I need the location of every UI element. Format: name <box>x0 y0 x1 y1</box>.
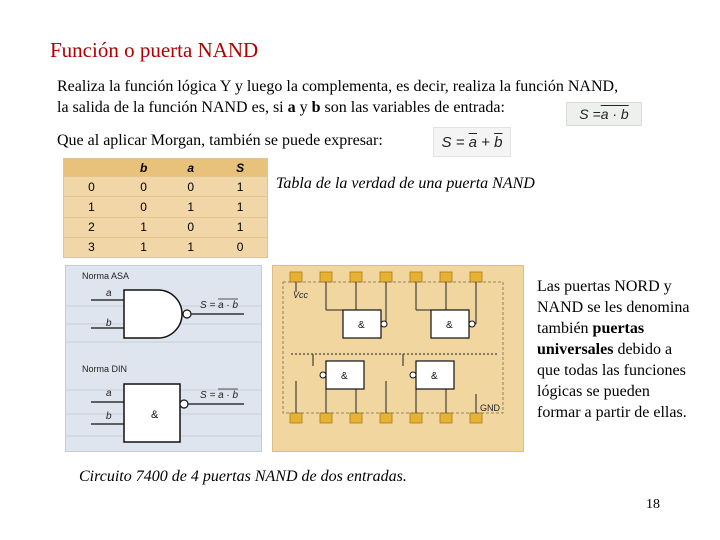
var-a: a <box>287 99 296 116</box>
truth-table <box>63 158 268 258</box>
chip-nand-gate-3 <box>320 361 364 389</box>
chip-outline <box>283 282 503 413</box>
chip-nand-gate-4 <box>410 361 454 389</box>
var-b: b <box>311 99 321 116</box>
circuit-caption: Circuito 7400 de 4 puertas NAND de dos entradas. <box>79 468 407 485</box>
table-row: 1 0 1 1 <box>64 197 267 217</box>
asa-input-a: a <box>106 288 112 299</box>
din-gate-symbol: & <box>151 409 159 421</box>
vcc-label: Vcc <box>293 290 309 300</box>
table-row: 3 1 1 0 <box>64 237 267 257</box>
chip-wiring <box>291 282 498 413</box>
nand-formula: S = a · b <box>566 102 642 126</box>
page-number: 18 <box>646 497 660 512</box>
header-index <box>64 159 119 177</box>
svg-text:&: & <box>431 371 438 382</box>
table-row: 2 1 0 1 <box>64 217 267 237</box>
truth-table-header <box>64 159 267 177</box>
gnd-label: GND <box>480 403 500 413</box>
intro-paragraph <box>57 76 618 118</box>
chip-bottom-pins <box>290 413 482 423</box>
universal-gates-text: Las puertas NORD y NAND se les denomina también puertas universales debido a que todas las funciones lógicas se pueden formar a partir de ellas. <box>537 278 690 421</box>
asa-nand-gate <box>91 290 244 338</box>
table-row: 0 0 0 1 <box>64 177 267 197</box>
header-b: b <box>119 159 168 177</box>
svg-text:&: & <box>446 320 453 331</box>
chip-top-pins <box>290 272 482 282</box>
asa-label: Norma ASA <box>82 271 130 281</box>
header-a: a <box>168 159 213 177</box>
morgan-text: Que al aplicar Morgan, también se puede expresar: <box>57 132 383 149</box>
asa-input-b: b <box>106 318 112 329</box>
din-output-formula: S = a · b <box>200 390 239 401</box>
din-input-a: a <box>106 388 112 399</box>
nand-symbols-panel <box>65 265 262 452</box>
chip-nand-gate-1 <box>343 310 387 338</box>
din-input-b: b <box>106 411 112 422</box>
chip-7400-diagram <box>273 266 523 451</box>
asa-output-formula: S = a · b <box>200 300 239 311</box>
intro-line-1: Realiza la función lógica Y y luego la complementa, es decir, realiza la función NAND, <box>57 78 619 95</box>
intro-line-2: la salida de la función NAND es, si a y b son las variables de entrada: <box>57 99 505 116</box>
morgan-formula: S = $\overline{a}$ + $\overline{b}$ <box>433 127 511 157</box>
svg-text:&: & <box>358 320 365 331</box>
truth-table-caption: Tabla de la verdad de una puerta NAND <box>276 175 535 192</box>
universal-gates-term: puertas universales <box>537 320 645 358</box>
svg-text:&: & <box>341 371 348 382</box>
chip-7400-panel <box>272 265 524 452</box>
nand-symbols-diagram <box>66 266 261 451</box>
page-title: Función o puerta NAND <box>50 38 259 62</box>
chip-nand-gate-2 <box>431 310 475 338</box>
din-label: Norma DIN <box>82 364 128 374</box>
header-s: S <box>213 159 267 177</box>
